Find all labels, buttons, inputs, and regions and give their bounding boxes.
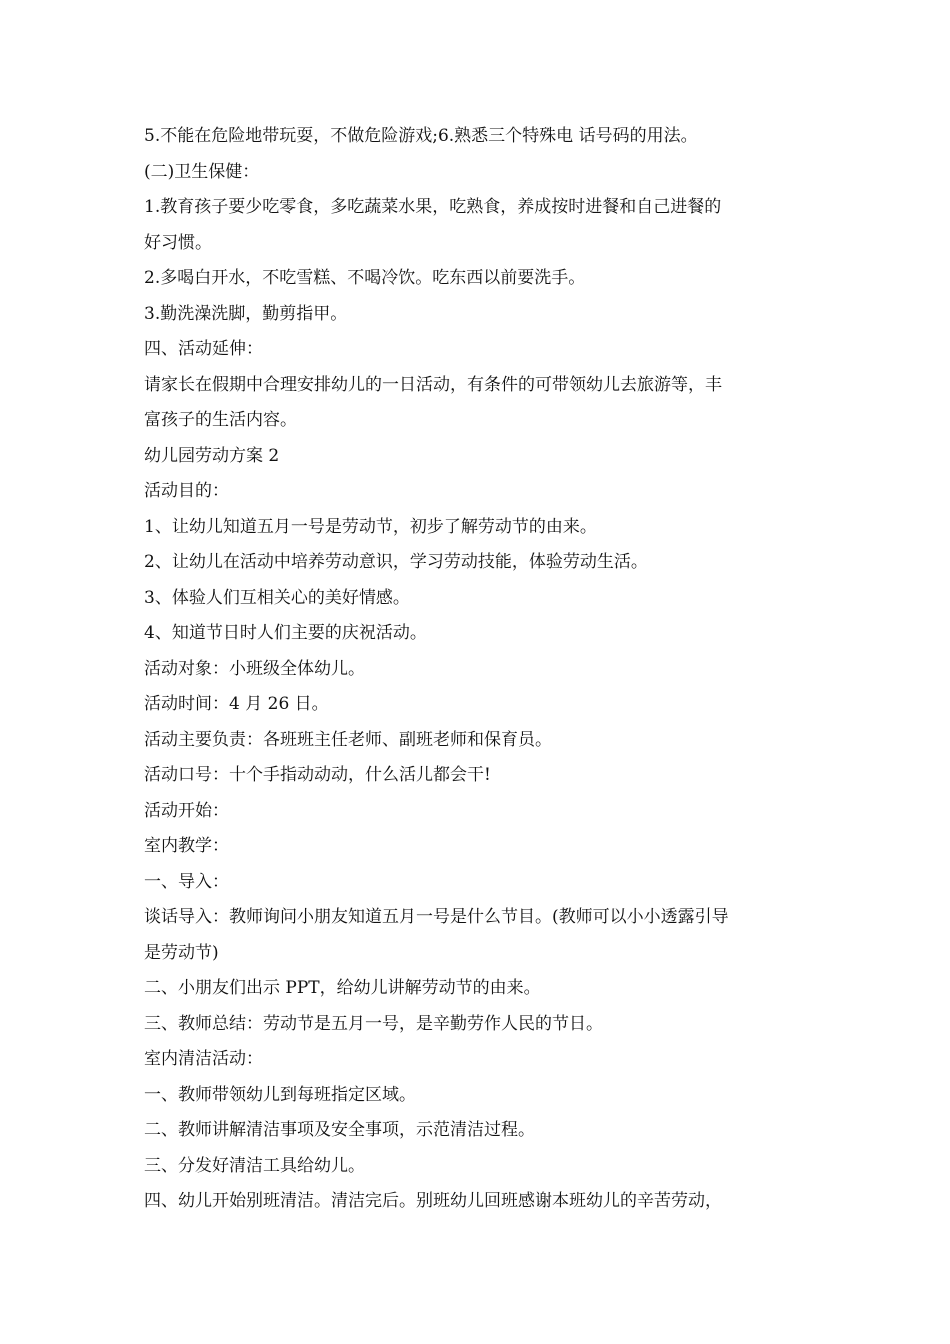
text-line: 2.多喝白开水，不吃雪糕、不喝冷饮。吃东西以前要洗手。 (144, 268, 586, 288)
text-line: 5.不能在危险地带玩耍，不做危险游戏;6.熟悉三个特殊电 话号码的用法。 (144, 126, 698, 146)
text-line: 3、体验人们互相关心的美好情感。 (144, 587, 410, 608)
document-body (144, 119, 812, 1220)
text-line: 3.勤洗澡洗脚，勤剪指甲。 (144, 303, 348, 324)
text-line: 四、幼儿开始别班清洁。清洁完后。别班幼儿回班感谢本班幼儿的辛苦劳动， (144, 1191, 722, 1211)
text-line: 好习惯。 (144, 232, 212, 253)
text-line: 活动口号：十个手指动动动，什么活儿都会干! (144, 765, 491, 785)
section-heading: 一、导入： (144, 871, 229, 892)
text-line: 一、教师带领幼儿到每班指定区域。 (144, 1084, 416, 1105)
text-line: 活动主要负责：各班班主任老师、副班老师和保育员。 (144, 729, 552, 750)
text-line: 4、知道节日时人们主要的庆祝活动。 (144, 623, 427, 643)
text-line: 二、教师讲解清洁事项及安全事项，示范清洁过程。 (144, 1120, 535, 1140)
section-heading: 活动开始： (144, 800, 229, 821)
text-line: 是劳动节) (144, 942, 219, 963)
text-line: 三、分发好清洁工具给幼儿。 (144, 1155, 365, 1176)
section-heading: 活动目的： (144, 481, 229, 501)
text-line: 富孩子的生活内容。 (144, 410, 297, 430)
plan-title: 幼儿园劳动方案 2 (144, 445, 280, 466)
text-line: 1.教育孩子要少吃零食，多吃蔬菜水果，吃熟食，养成按时进餐和自己进餐的 (144, 197, 722, 217)
section-heading: 室内清洁活动： (144, 1049, 263, 1069)
section-heading: 四、活动延伸： (144, 339, 263, 359)
text-line: 谈话导入：教师询问小朋友知道五月一号是什么节目。(教师可以小小透露引导 (144, 907, 729, 927)
text-line: 活动对象：小班级全体幼儿。 (144, 658, 365, 679)
text-line: 2、让幼儿在活动中培养劳动意识，学习劳动技能，体验劳动生活。 (144, 552, 648, 572)
text-line: 活动时间：4 月 26 日。 (144, 694, 329, 714)
text-line: 三、教师总结：劳动节是五月一号，是辛勤劳作人民的节日。 (144, 1013, 603, 1034)
section-heading: (二)卫生保健： (144, 161, 260, 182)
text-line: 1、让幼儿知道五月一号是劳动节，初步了解劳动节的由来。 (144, 516, 597, 537)
text-line: 二、小朋友们出示 PPT，给幼儿讲解劳动节的由来。 (144, 978, 541, 998)
text-line: 请家长在假期中合理安排幼儿的一日活动，有条件的可带领幼儿去旅游等，丰 (144, 374, 722, 395)
section-heading: 室内教学： (144, 836, 229, 856)
